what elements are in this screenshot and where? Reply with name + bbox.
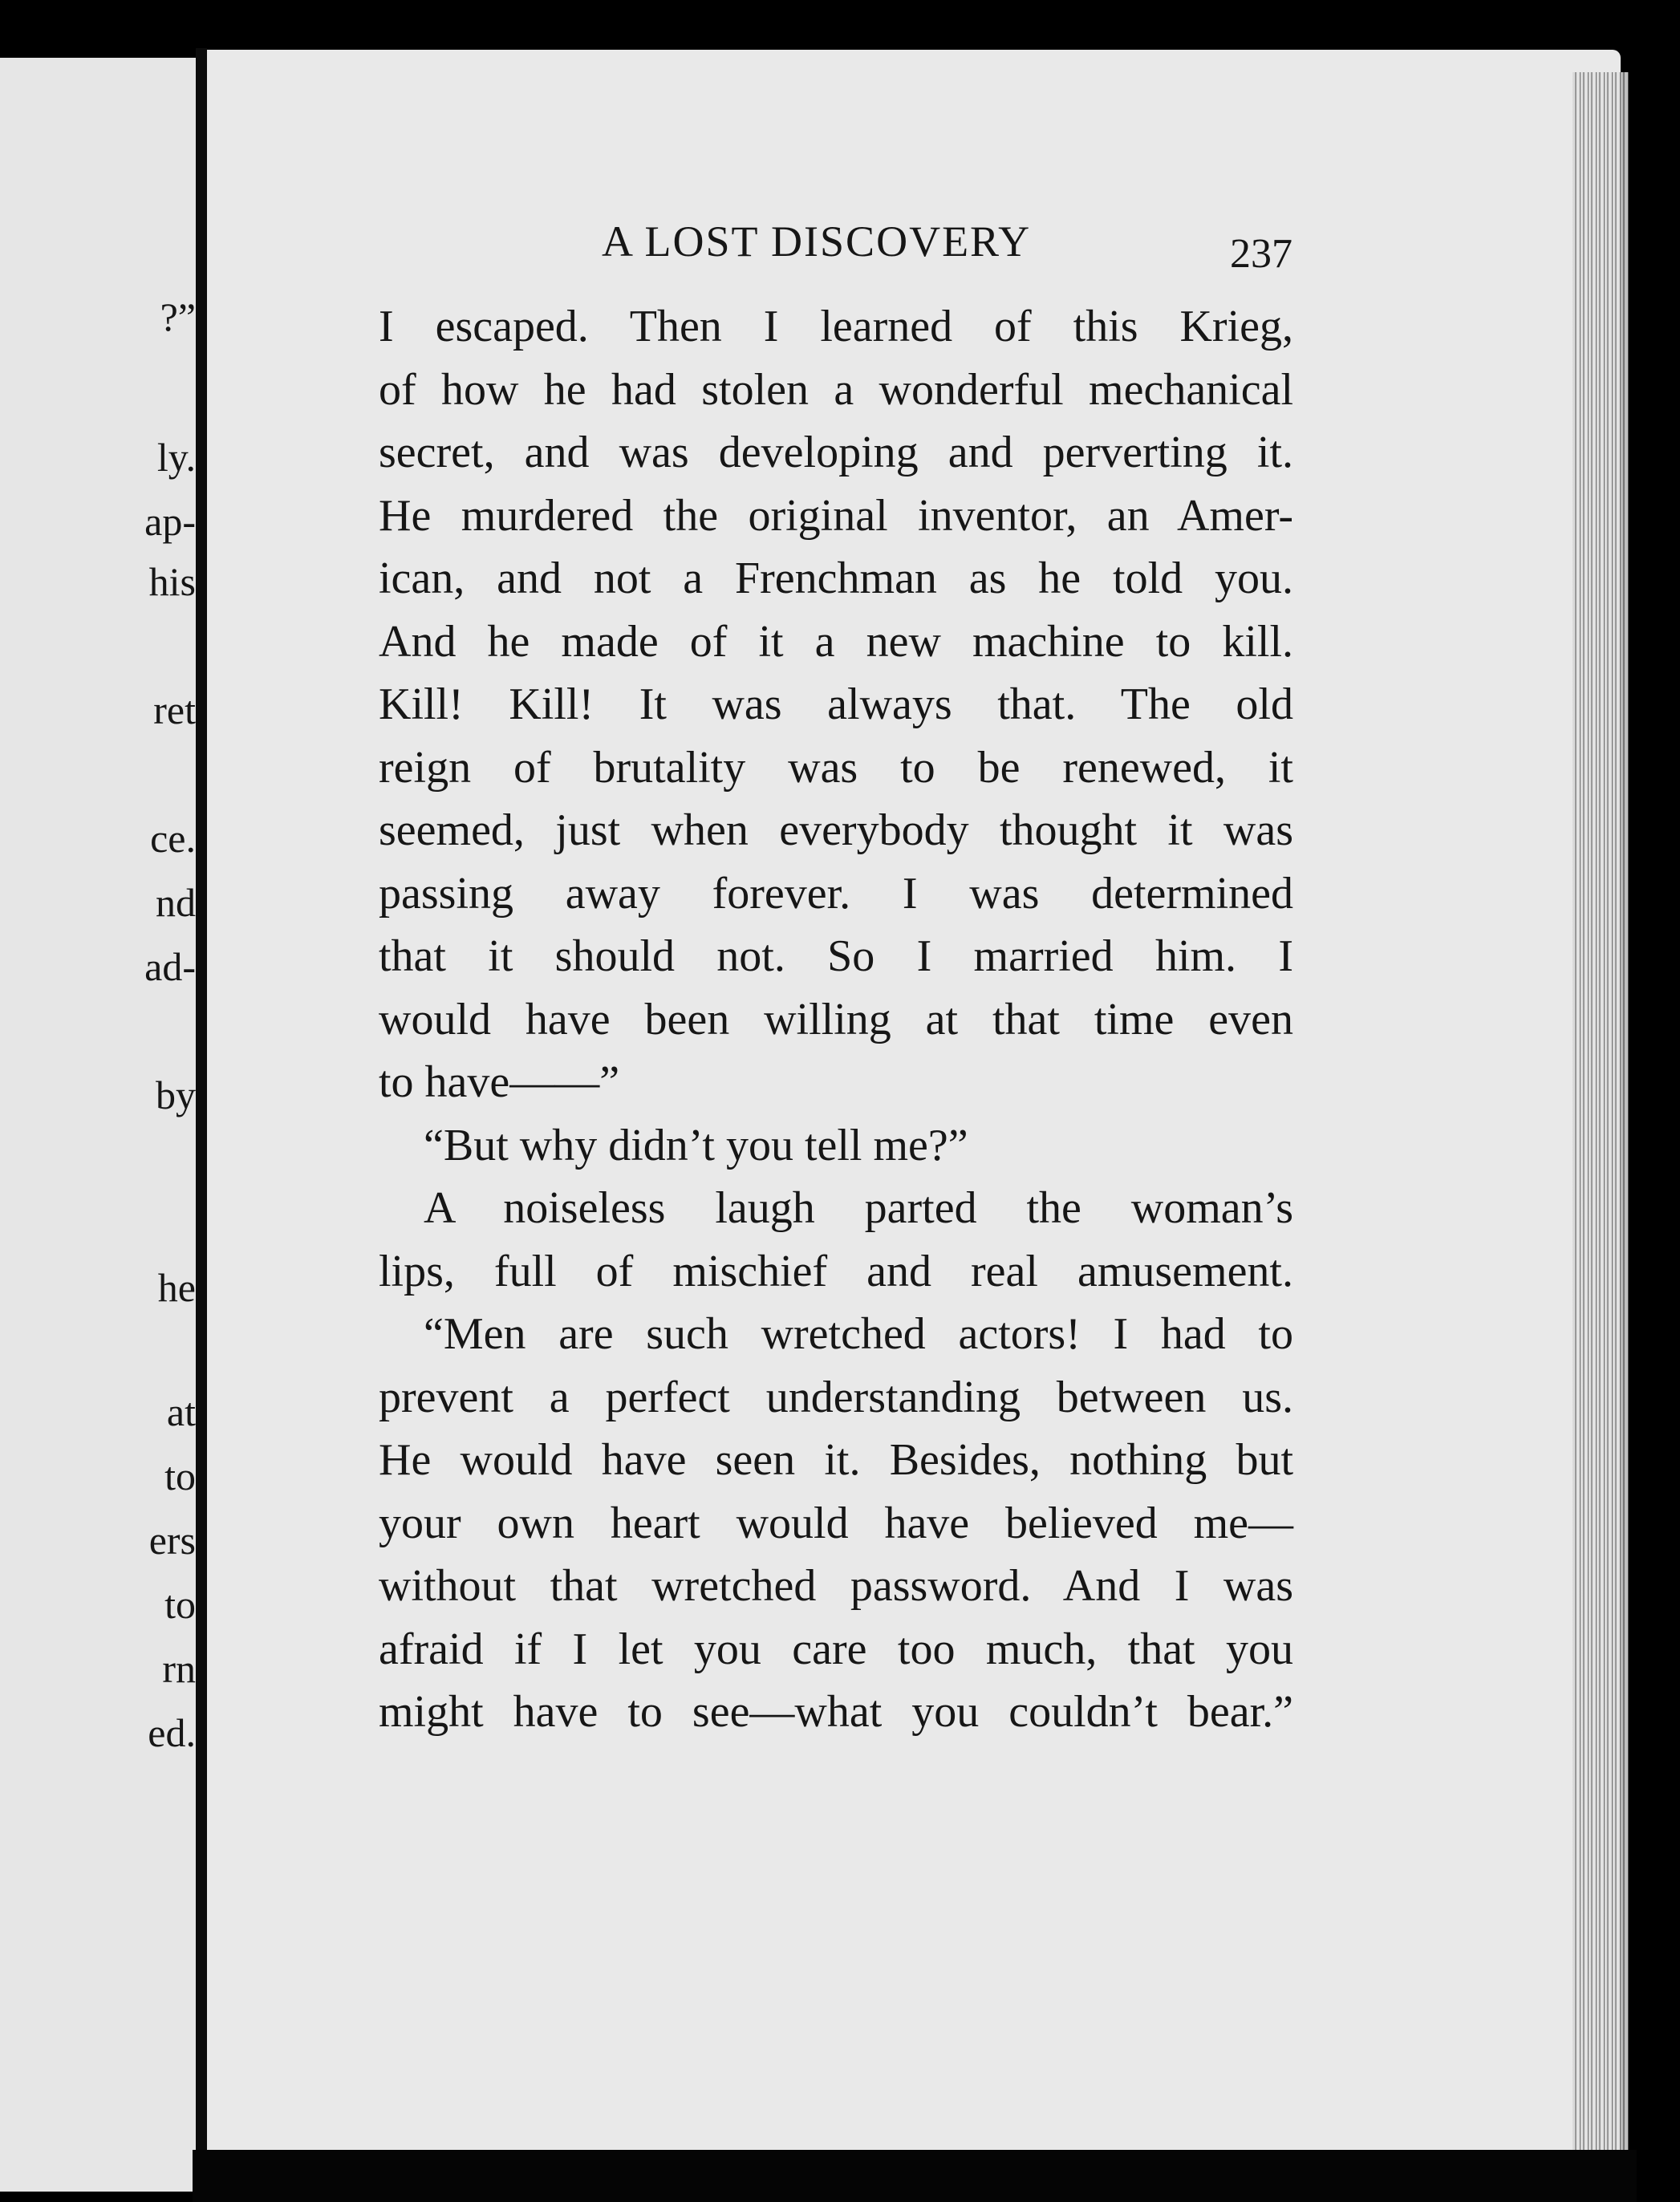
text-line: reign of brutality was to be renewed, it [379,742,1293,793]
text-line: to have——” [379,1057,620,1107]
text-line: without that wretched password. And I was [379,1561,1293,1611]
text-line: would have been willing at that time even [379,994,1293,1044]
facing-page-fragment: by [156,1073,196,1117]
text-line: And he made of it a new machine to kill. [379,616,1293,667]
page-edge [1572,72,1629,2158]
text-line: “But why didn’t you tell me?” [424,1120,968,1170]
facing-page-fragment: to [164,1454,196,1498]
text-line: secret, and was developing and perverting it. [379,428,1293,477]
text-line: “Men are such wretched actors! I had to [424,1309,1293,1359]
text-line: ican, and not a Frenchman as he told you. [379,554,1293,603]
facing-page-fragment: ap- [144,499,196,544]
text-line: passing away forever. I was determined [379,868,1293,919]
text-line: your own heart would have believed me— [379,1498,1293,1548]
facing-page-text-fragments [0,0,196,2202]
facing-page-fragment: he [157,1265,196,1310]
running-head: A LOST DISCOVERY [602,217,1032,266]
facing-page-fragment: ce. [150,816,196,861]
facing-page-fragment: at [166,1389,196,1434]
facing-page-fragment: his [148,559,196,604]
facing-page-fragment: ?” [160,294,196,339]
text-line: He would have seen it. Besides, nothing but [379,1435,1293,1485]
facing-page-fragment: ly. [156,435,196,480]
text-line: seemed, just when everybody thought it was [379,805,1293,855]
text-line: A noiseless laugh parted the woman’s [424,1183,1293,1233]
facing-page-fragment: to [164,1582,196,1627]
facing-page-fragment: ad- [144,944,196,989]
text-line: I escaped. Then I learned of this Krieg, [379,302,1293,351]
facing-page-fragment: nd [156,880,196,925]
text-line: He murdered the original inventor, an Amer- [379,490,1293,541]
text-line: might have to see—what you couldn’t bear.” [379,1687,1293,1737]
bottom-shadow [193,2150,1637,2202]
facing-page-fragment: ers [148,1518,196,1563]
text-line: Kill! Kill! It was always that. The old [379,679,1293,729]
text-line: prevent a perfect understanding between us. [379,1372,1293,1422]
text-line: of how he had stolen a wonderful mechanical [379,364,1293,415]
facing-page-fragment: rn [162,1646,196,1691]
facing-page-fragment: ret [153,687,196,732]
text-line: lips, full of mischief and real amusement. [379,1246,1293,1296]
text-line: afraid if I let you care too much, that you [379,1624,1293,1674]
book-gutter [196,48,207,2198]
facing-page-fragment: ed. [148,1710,196,1755]
page-number: 237 [1230,231,1292,277]
text-line: that it should not. So I married him. I [379,931,1293,981]
body-text [379,295,1293,1744]
